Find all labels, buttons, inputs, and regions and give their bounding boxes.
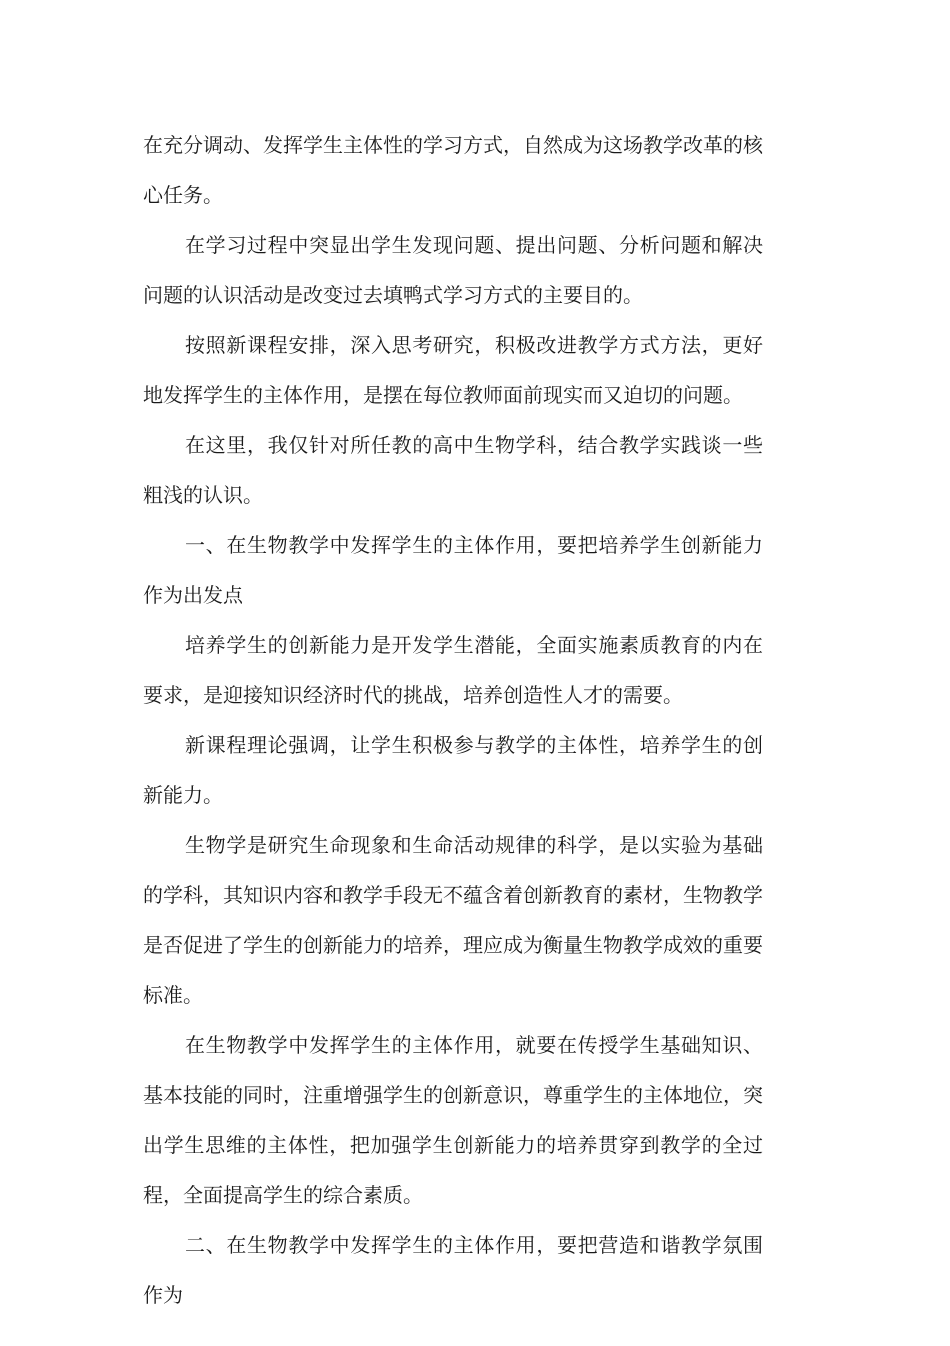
paragraph: 生物学是研究生命现象和生命活动规律的科学，是以实验为基础的学科，其知识内容和教学手段无不蕴含着创新教育的素材，生物教学是否促进了学生的创新能力的培养，理应成为衡量生物教学成效的重要标准。 [143, 833, 763, 1007]
paragraph: 在学习过程中突显出学生发现问题、提出问题、分析问题和解决问题的认识活动是改变过去填鸭式学习方式的主要目的。 [143, 233, 763, 307]
section-heading-1: 一、在生物教学中发挥学生的主体作用，要把培养学生创新能力作为出发点 [143, 533, 763, 607]
paragraph: 新课程理论强调，让学生积极参与教学的主体性，培养学生的创新能力。 [143, 733, 763, 807]
paragraph: 在这里，我仅针对所任教的高中生物学科，结合教学实践谈一些粗浅的认识。 [143, 433, 763, 507]
paragraph: 培养学生的创新能力是开发学生潜能，全面实施素质教育的内在要求，是迎接知识经济时代的挑战，培养创造性人才的需要。 [143, 633, 763, 707]
document-body [143, 120, 763, 1320]
paragraph: 在生物教学中发挥学生的主体作用，就要在传授学生基础知识、基本技能的同时，注重增强学生的创新意识，尊重学生的主体地位，突出学生思维的主体性，把加强学生创新能力的培养贯穿到教学的全过程，全面提高学生的综合素质。 [143, 1033, 763, 1207]
paragraph-continuation: 在充分调动、发挥学生主体性的学习方式，自然成为这场教学改革的核心任务。 [143, 133, 763, 207]
section-heading-2: 二、在生物教学中发挥学生的主体作用，要把营造和谐教学氛围作为 [143, 1233, 763, 1307]
paragraph: 按照新课程安排，深入思考研究，积极改进教学方式方法，更好地发挥学生的主体作用，是摆在每位教师面前现实而又迫切的问题。 [143, 333, 763, 407]
